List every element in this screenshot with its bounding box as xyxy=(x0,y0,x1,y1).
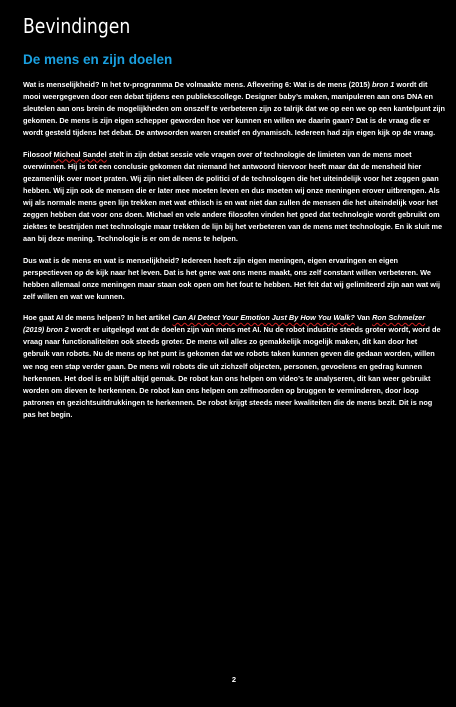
paragraph-ai xyxy=(23,312,445,421)
paragraph-conclusie xyxy=(23,255,445,303)
text-run: Filosoof xyxy=(23,149,54,159)
page-title: Bevindingen xyxy=(23,14,131,38)
text-run: Hoe gaat AI de mens helpen? In het artikel xyxy=(23,313,173,323)
text-run: wordt er uitgelegd wat de doelen zijn van mens met AI. Nu de robot industrie steeds groter wordt, word de vraag naar functionaliteiten ook steeds groter. De mens wil alles zo gemakkelijk mogelijk maken, dit kan door het gebruik van robots. Nu de mens op het punt is gekomen dat we robots taken kunnen geven die gedaan worden, willen we nog een stap verder gaan. De mens wil robots die uit zichzelf objecten, personen, gevoelens en gedrag kunnen herkennen. Het doel is en blijft altijd gemak. De robot kan ons helpen om video’s te analyseren, dit kan weer gebruikt worden om dieven te herkennen. De robot kan ons helpen om zelfmoorden op bruggen te verminderen, door loop patronen en gezichtsuitdrukkingen te herkennen. De robot krijgt steeds meer kwaliteiten die de mens bezit. Dit is nog pas het begin. xyxy=(23,325,441,419)
paragraph-sandel xyxy=(23,149,445,246)
text-run: Dus wat is de mens en wat is menselijkheid? Iedereen heeft zijn eigen meningen, eigen ervaringen en eigen perspectieven op de kijk naar het leven. Dat is het gene wat ons mens maakt, ons zelf constant willen verbeteren. We hebben allemaal onze meningen maar staan ook open om het fout te hebben. Het feit dat wij gelimiteerd zijn aan wat wij zelf willen en wat we kunnen. xyxy=(23,255,441,301)
source-reference: (2019) bron 2 xyxy=(23,325,69,335)
misspelled-word[interactable]: Micheal Sandel xyxy=(53,149,107,159)
text-run: Wat is menselijkheid? In het tv-programma De volmaakte mens. Aflevering 6: Wat is de mens (2015) xyxy=(23,80,372,89)
body-text xyxy=(23,79,445,430)
article-title[interactable]: Can AI Detect Your Emotion Just By How You Walk? xyxy=(172,313,355,323)
author-name[interactable]: Ron Schmelzer xyxy=(372,313,426,323)
section-heading: De mens en zijn doelen xyxy=(23,52,173,67)
text-run: stelt in zijn debat sessie vele vragen over of technologie de limieten van de mens moet overwinnen. Hij is tot een conclusie gekomen dat niemand het antwoord hiervoor heeft maar dat de mensheid hier gezamenlijk over moet praten. Wij zijn niet alleen de politici of de technologen die het uiteindelijk voor het zeggen gaan hebben. Wij zijn ook de mensen die er later mee moeten leven en dus moeten wij onze meningen erover uitbrengen. Als wij als normale mens geen lijn trekken met wat ethisch is en wat niet dan zullen de mensen die het uiteindelijk voor het zeggen hebben dat voor ons doen. Michael en vele andere filosofen vinden het goed dat technologie wordt gebruikt om ziektes te bestrijden met technologie maar trekken de lijn bij het verbeteren van de mens met technologie. En ik sluit me aan bij deze mening. Technologie is er om de mens te helpen. xyxy=(23,149,443,244)
paragraph-menselijkheid xyxy=(23,79,445,139)
text-run: wordt dit mooi weergegeven door een debat tijdens een publiekscollege. Designer baby’s maken, manipuleren aan ons DNA en sleutelen aan ons brein de mogelijkheden om onszelf te verbeteren zijn zo talrijk dat we op een we op een kantelpunt zijn gekomen. De mens is zijn eigen schepper geworden hoe ver kunnen en willen we daarin gaan? Dat is de vraag die er wordt gesteld tijdens het debat. De antwoorden waren creatief en dynamisch. Iedereen had zijn eigen kijk op de vraag. xyxy=(23,80,445,138)
page-number: 2 xyxy=(231,675,237,684)
source-reference: bron 1 xyxy=(371,80,395,89)
text-run: Van xyxy=(354,313,373,323)
